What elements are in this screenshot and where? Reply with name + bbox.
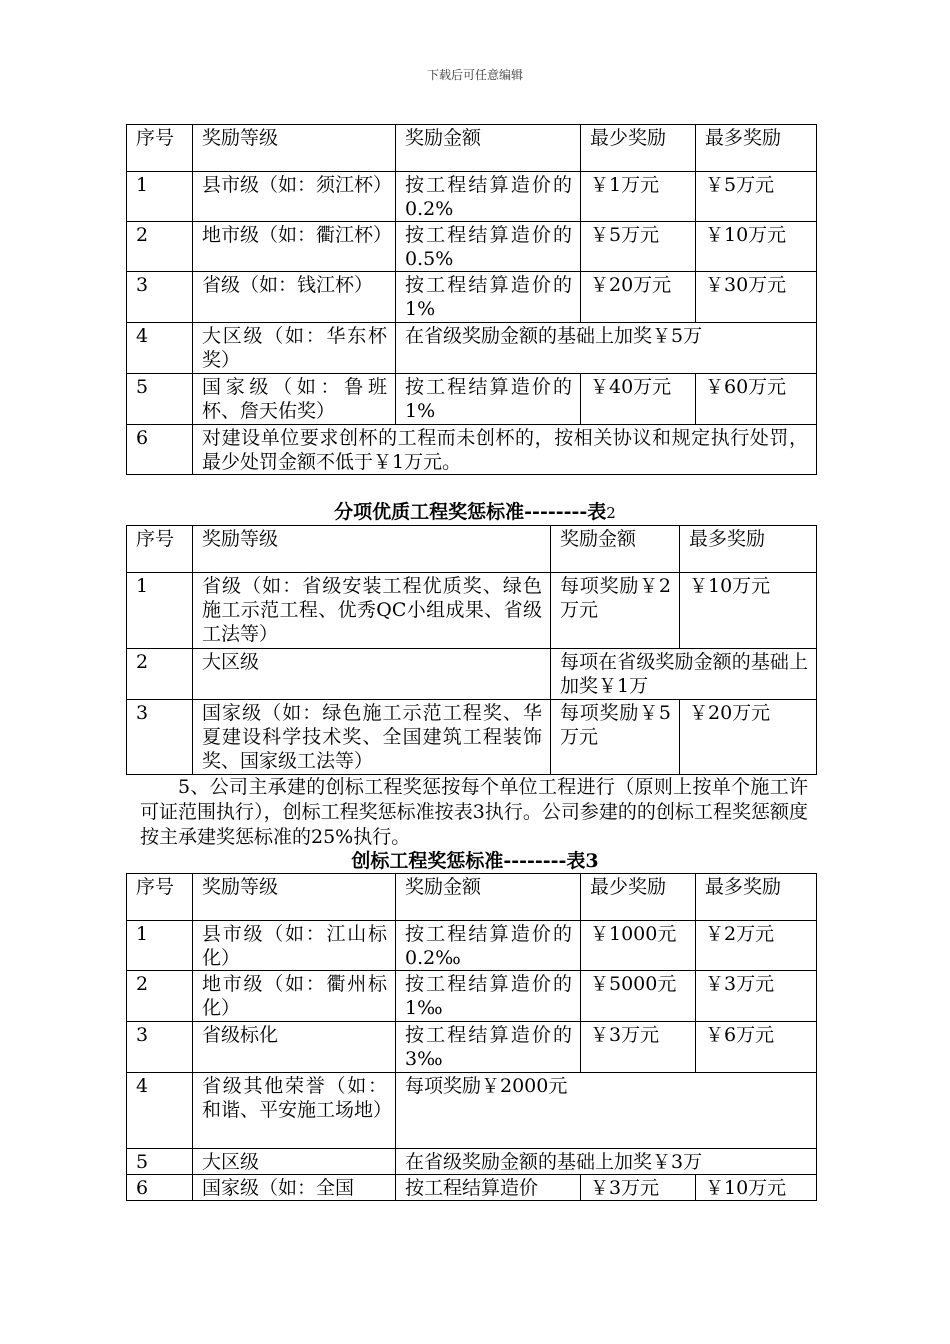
table-cell: 3 [127, 1022, 193, 1073]
table-cell: 大区级 [193, 649, 551, 700]
table-cell: 国家级（如：鲁班杯、詹天佑奖） [193, 374, 396, 425]
table-cell: 在省级奖励金额的基础上加奖￥5万 [396, 323, 817, 374]
table-cell: 按工程结算造价的0.2% [396, 172, 581, 222]
table-cell: ￥20万元 [680, 700, 817, 775]
table-cell: 3 [127, 272, 193, 323]
table-cell: 省级（如：省级安装工程优质奖、绿色施工示范工程、优秀QC小组成果、省级工法等） [193, 573, 551, 649]
table-cell: ￥60万元 [696, 374, 817, 425]
table-cell: ￥3万元 [696, 971, 817, 1022]
table-cell: 按工程结算造价的1‰ [396, 971, 581, 1022]
table-row [127, 323, 817, 374]
table-cell: 国家级（如：全国 [193, 1175, 396, 1201]
table-row [127, 971, 817, 1022]
table-header-row [127, 526, 817, 573]
table-cell: 2 [127, 971, 193, 1022]
table-cell: ￥10万元 [696, 1175, 817, 1201]
table-cell: 国家级（如：绿色施工示范工程奖、华夏建设科学技术奖、全国建筑工程装饰奖、国家级工法等） [193, 700, 551, 775]
header-cell: 奖励等级 [193, 125, 396, 172]
item-quality-table [126, 525, 817, 775]
table-cell: 5 [127, 1149, 193, 1175]
table-cell: 5 [127, 374, 193, 425]
table-cell: 省级其他荣誉（如：和谐、平安施工场地） [193, 1073, 396, 1149]
table-cell: 省级（如：钱江杯） [193, 272, 396, 323]
table-row [127, 649, 817, 700]
header-cell: 最少奖励 [581, 125, 696, 172]
table2-caption-main: 分项优质工程奖惩标准--------表 [334, 501, 607, 523]
table-cell: 县市级（如：江山标化） [193, 921, 396, 971]
paragraph-item-5: 5、公司主承建的创标工程奖惩按每个单位工程进行（原则上按单个施工许可证范围执行），创标工程奖惩标准按表3执行。公司参建的的创标工程奖惩额度按主承建奖惩标准的25%执行。 [140, 776, 808, 848]
cup-award-table [126, 124, 817, 475]
table-cell: 6 [127, 1175, 193, 1201]
table-cell: ￥40万元 [581, 374, 696, 425]
table-cell: 对建设单位要求创杯的工程而未创杯的，按相关协议和规定执行处罚，最少处罚金额不低于￥1万元。 [193, 425, 817, 475]
table-cell: 1 [127, 573, 193, 649]
table-cell: ￥5万元 [581, 222, 696, 272]
table-row [127, 1022, 817, 1073]
table-cell: 6 [127, 425, 193, 475]
table-row [127, 1149, 817, 1175]
table-cell: 按工程结算造价的0.2‰ [396, 921, 581, 971]
standard-project-table [126, 873, 817, 1201]
table-cell: 地市级（如：衢江杯） [193, 222, 396, 272]
table-cell: 按工程结算造价的0.5% [396, 222, 581, 272]
table-row [127, 921, 817, 971]
table-cell: ￥20万元 [581, 272, 696, 323]
table-cell: ￥5000元 [581, 971, 696, 1022]
header-cell: 最多奖励 [696, 125, 817, 172]
table-cell: 每项在省级奖励金额的基础上加奖￥1万 [551, 649, 817, 700]
header-cell: 序号 [127, 526, 193, 573]
table-cell: 4 [127, 323, 193, 374]
table-row [127, 573, 817, 649]
table-cell: 省级标化 [193, 1022, 396, 1073]
table-cell: ￥30万元 [696, 272, 817, 323]
table-cell: 按工程结算造价的1% [396, 374, 581, 425]
table-row [127, 222, 817, 272]
table-cell: 1 [127, 172, 193, 222]
table-cell: ￥2万元 [696, 921, 817, 971]
header-cell: 序号 [127, 874, 193, 921]
header-cell: 最多奖励 [680, 526, 817, 573]
table-cell: 按工程结算造价 [396, 1175, 581, 1201]
table-cell: 按工程结算造价的1% [396, 272, 581, 323]
header-cell: 奖励金额 [396, 874, 581, 921]
table-header-row [127, 874, 817, 921]
table-cell: 4 [127, 1073, 193, 1149]
header-cell: 序号 [127, 125, 193, 172]
table-cell: ￥1000元 [581, 921, 696, 971]
table-row [127, 172, 817, 222]
table-cell: 每项奖励￥5万元 [551, 700, 680, 775]
table-cell: ￥1万元 [581, 172, 696, 222]
table-row [127, 272, 817, 323]
table-cell: 县市级（如：须江杯） [193, 172, 396, 222]
table-cell: 2 [127, 649, 193, 700]
header-cell: 奖励等级 [193, 526, 551, 573]
table-cell: ￥3万元 [581, 1022, 696, 1073]
table-cell: ￥10万元 [696, 222, 817, 272]
table-row [127, 425, 817, 475]
table-cell: ￥3万元 [581, 1175, 696, 1201]
table-cell: 按工程结算造价的3‰ [396, 1022, 581, 1073]
table-cell: 1 [127, 921, 193, 971]
table-row [127, 700, 817, 775]
header-cell: 最少奖励 [581, 874, 696, 921]
table-row [127, 1073, 817, 1149]
table-cell: 大区级（如：华东杯奖） [193, 323, 396, 374]
table2-caption [0, 500, 950, 525]
table-cell: 每项奖励￥2万元 [551, 573, 680, 649]
header-cell: 奖励等级 [193, 874, 396, 921]
table-cell: 在省级奖励金额的基础上加奖￥3万 [396, 1149, 817, 1175]
table-cell: 大区级 [193, 1149, 396, 1175]
table-cell: ￥10万元 [680, 573, 817, 649]
table-cell: 3 [127, 700, 193, 775]
table-header-row [127, 125, 817, 172]
table-row [127, 1175, 817, 1201]
table-cell: 地市级（如：衢州标化） [193, 971, 396, 1022]
header-cell: 最多奖励 [696, 874, 817, 921]
header-cell: 奖励金额 [551, 526, 680, 573]
page-header: 下载后可任意编辑 [426, 68, 523, 82]
table-cell: 每项奖励￥2000元 [396, 1073, 817, 1149]
table-cell: ￥6万元 [696, 1022, 817, 1073]
table2-caption-number: 2 [606, 504, 616, 522]
table-cell: ￥5万元 [696, 172, 817, 222]
header-cell: 奖励金额 [396, 125, 581, 172]
table3-caption: 创标工程奖惩标准--------表3 [351, 850, 599, 872]
table-cell: 2 [127, 222, 193, 272]
table-row [127, 374, 817, 425]
